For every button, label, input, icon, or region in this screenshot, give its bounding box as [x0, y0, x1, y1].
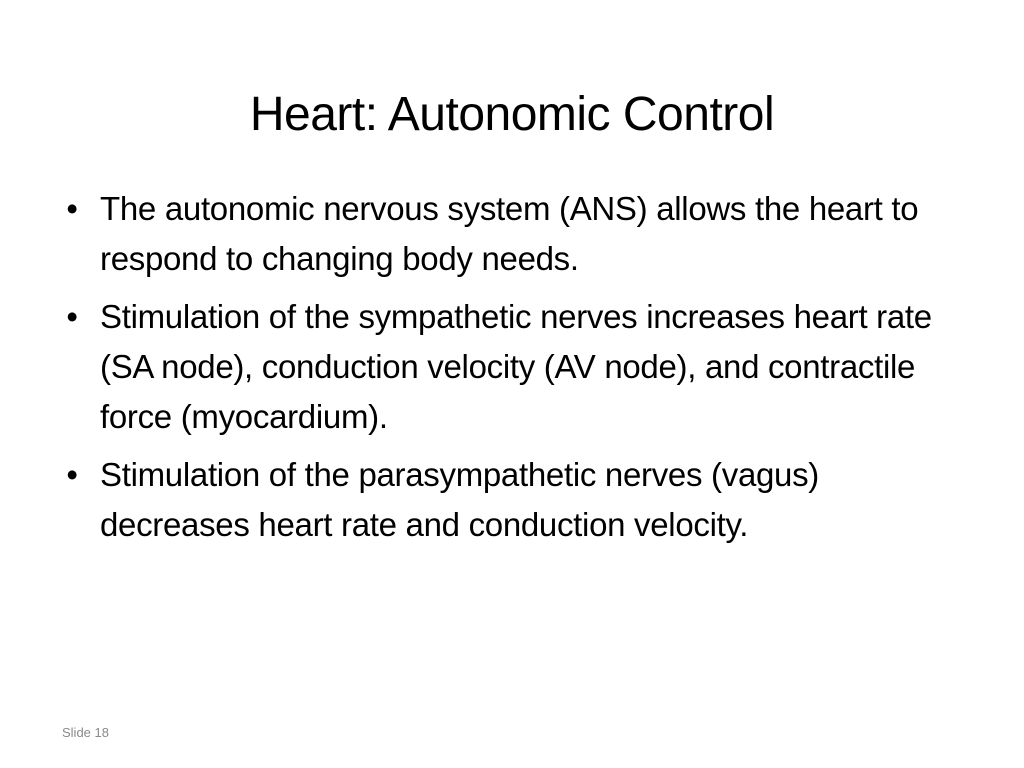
bullet-text: Stimulation of the parasympathetic nerves (vagus) decreases heart rate and conduction velocity.	[100, 456, 819, 543]
bullet-dot-icon: •	[66, 298, 78, 335]
bullet-item	[56, 292, 976, 442]
slide-number: Slide 18	[62, 725, 109, 740]
slide-title: Heart: Autonomic Control	[249, 88, 775, 141]
bullet-dot-icon: •	[66, 456, 78, 493]
bullet-text: The autonomic nervous system (ANS) allows the heart to respond to changing body needs.	[100, 190, 919, 277]
bullet-item	[56, 450, 976, 550]
bullet-text: Stimulation of the sympathetic nerves increases heart rate (SA node), conduction velocity (AV node), and contractile force (myocardium).	[100, 298, 932, 435]
bullet-dot-icon: •	[66, 190, 78, 227]
bullet-list	[56, 184, 976, 558]
bullet-item	[56, 184, 976, 284]
